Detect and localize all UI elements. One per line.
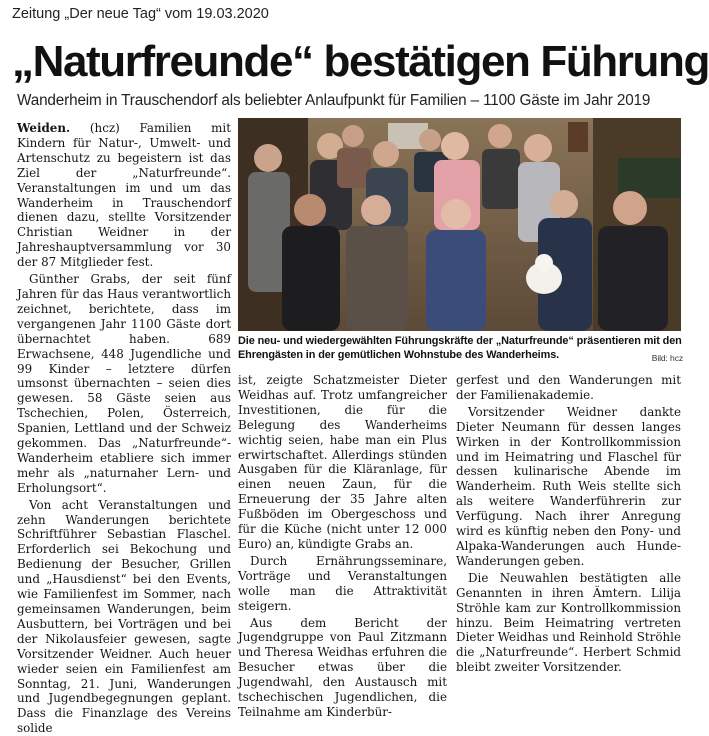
newspaper-source: Zeitung „Der neue Tag“ vom 19.03.2020 [12,6,269,22]
article-column-3 [456,373,681,688]
paragraph: ist, zeigte Schatzmeister Dieter Weidhas auf. Trotz umfangreicher Investitionen, die für die Belegung des Wanderheims wichtig seien, habe man ein Plus erwirtschaftet. Allerdings stünden Ausgaben für die Kläranlage, für einen neuen Zaun, für die Erneuerung der 35 Jahre alten Fußböden im Obergeschoss und für die Küche (nicht unter 12 000 Euro) an, kündigte Grabs an. [238,373,447,551]
subheadline: Wanderheim in Trauschendorf als beliebter Anlaufpunkt für Familien – 1100 Gäste im Jahr 2019 [17,92,651,109]
paragraph: gerfest und den Wanderungen mit der Familienakademie. [456,373,681,402]
group-photo [238,118,681,331]
paragraph: Die Neuwahlen bestätigten alle Genannten in ihren Ämtern. Lilija Ströhle kam zur Kontrollkommission hinzu. Beim Heimatring vertreten Dieter Weidhas und Reinhold Ströhle die „Naturfreunde“. Herbert Schmid bleibt zweiter Vorsitzender. [456,570,681,675]
paragraph: Von acht Veranstaltungen und zehn Wanderungen berichtete Schriftführer Sebastian Flaschel. Erforderlich sei Bekochung und Bedienung der Besucher, Grillen und „Hausdienst“ bei den Events, wie Familienfest im Sommer, nach gemeinsamen Wanderungen, beim Ausbuttern, bei Vorträgen und bei der Nikolausfeier gewesen, sagte Vorsitzender Weidner. Auch heuer wieder seien ein Familienfest am Sonntag, 21. Juni, Wanderungen und Jugendbegegnungen geplant. Dass die Finanzlage des Vereins solide [17,497,231,736]
headline: „Naturfreunde“ bestätigen Führung [12,37,709,86]
article-column-1 [17,121,232,736]
photo-credit: Bild: hcz [651,353,683,363]
paragraph: Durch Ernährungsseminare, Vorträge und Veranstaltungen wolle man die Attraktivität steigern. [238,553,447,613]
paragraph: Weiden. (hcz) Familien mit Kindern für Natur-, Umwelt- und Artenschutz zu begeistern ist das Ziel der „Naturfreunde“. Veranstaltungen im und um das Wanderheim in Trauschendorf dienen dazu, stellte Vorsitzender Christian Weidner in der Jahreshauptversammlung vor 30 der 87 Mitglieder fest. [17,121,232,270]
paragraph: Vorsitzender Weidner dankte Dieter Neumann für dessen langes Wirken in der Kontrollkommission und im Heimatring und Flaschel für dessen kulinarische Abende im Wanderheim. Ruth Weis stellte sich als weitere Wanderführerin zur Verfügung. Nach ihrer Anregung wird es künftig neben den Pony- und Alpaka-Wanderungen auch Hunde-Wanderungen geben. [456,404,681,568]
article-column-2 [238,373,447,719]
dateline: Weiden. [17,121,71,135]
paragraph: Aus dem Bericht der Jugendgruppe von Paul Zitzmann und Theresa Weidhas erfuhren die Besucher etwas über die Jugendwahl, den Austausch mit tschechischen Jugendlichen, die Teilnahme am Kinderbür- [238,615,447,719]
paragraph: Günther Grabs, der seit fünf Jahren für das Haus verantwortlich zeichnet, berichtete, dass im vergangenen Jahr 1100 Gäste dort übernachtet haben. 689 Erwachsene, 448 Jugendliche und 99 Kinder – letztere dürfen umsonst übernachten – seien dies gewesen. 58 Gäste seien aus Tschechien, Polen, Österreich, Spanien, Lettland und der Schweiz gekommen. Das „Naturfreunde“-Wanderheim etabliere sich immer mehr als „naturnaher Lern- und Erholungsort“. [17,272,231,495]
photo-caption: Die neu- und wiedergewählten Führungskräfte der „Naturfreunde“ präsentieren mit den Ehrengästen in der gemütlichen Wohnstube des Wanderheims. Bild: hcz [238,335,683,363]
